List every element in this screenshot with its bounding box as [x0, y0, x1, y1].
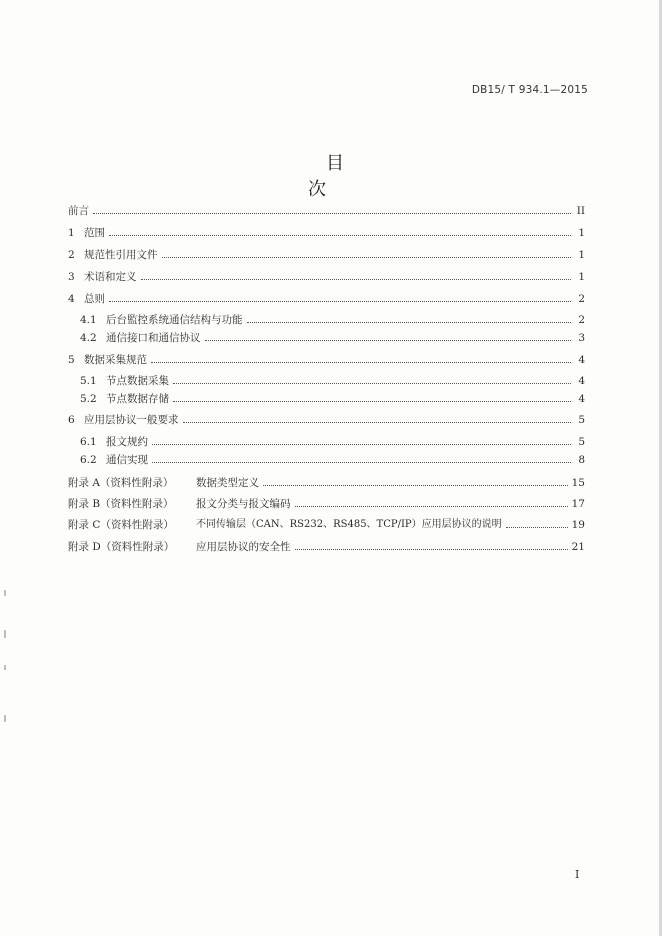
toc-leader [162, 256, 572, 258]
toc-entry-number: 6.2 [80, 454, 97, 466]
toc-entry-5-1[interactable] [80, 374, 585, 388]
scan-speck [4, 665, 6, 670]
toc-annex-heading: 附录 C（资料性附录） [68, 519, 174, 531]
toc-entry-label: 总则 [84, 293, 105, 305]
toc-entry-6[interactable] [68, 413, 585, 427]
toc-leader [109, 234, 571, 236]
toc-leader [263, 484, 568, 486]
toc-entry-page: 17 [571, 498, 585, 510]
toc-entry-page: 3 [578, 332, 585, 344]
toc-entry-page: 1 [578, 227, 585, 239]
toc-entry-label: 数据类型定义 [196, 477, 259, 489]
toc-entry-page: 5 [578, 436, 585, 448]
toc-entry-annex-b[interactable] [68, 497, 585, 511]
toc-entry-4[interactable] [68, 292, 585, 306]
toc-leader [205, 339, 572, 341]
toc-entry-page: 1 [578, 271, 585, 283]
toc-entry-page: 4 [578, 375, 585, 387]
toc-entry-page: 5 [578, 414, 585, 426]
toc-entry-label: 不同传输层（CAN、RS232、RS485、TCP/IP）应用层协议的说明 [196, 519, 502, 530]
toc-entry-2[interactable] [68, 248, 585, 262]
toc-entry-label: 应用层协议一般要求 [84, 414, 179, 426]
toc-entry-page: 8 [578, 454, 585, 466]
toc-entry-number: 5 [68, 354, 75, 366]
toc-entry-annex-c[interactable] [68, 518, 585, 532]
toc-leader [151, 361, 571, 363]
toc-entry-page: 15 [571, 477, 585, 489]
toc-entry-page: II [576, 205, 585, 217]
toc-leader [93, 212, 571, 214]
toc-entry-number: 5.2 [80, 393, 97, 405]
toc-entry-label: 通信接口和通信协议 [106, 332, 201, 344]
toc-entry-label: 节点数据存储 [106, 393, 169, 405]
toc-leader [247, 321, 572, 323]
toc-leader [506, 526, 568, 528]
toc-entry-label: 节点数据采集 [106, 375, 169, 387]
toc-entry-label: 报文分类与报文编码 [196, 498, 291, 510]
page-number: I [575, 868, 580, 881]
toc-leader [152, 443, 571, 445]
toc-title: 目 次 [308, 153, 380, 200]
toc-entry-annex-a[interactable] [68, 476, 585, 490]
toc-annex-heading: 附录 D（资料性附录） [68, 541, 175, 553]
toc-entry-3[interactable] [68, 270, 585, 284]
toc-entry-number: 6.1 [80, 436, 97, 448]
toc-entry-label: 数据采集规范 [84, 354, 147, 366]
toc-entry-number: 3 [68, 271, 75, 283]
toc-leader [173, 400, 571, 402]
toc-entry-4-2[interactable] [80, 331, 585, 345]
toc-entry-label: 通信实现 [106, 454, 148, 466]
toc-entry-label: 后台監控系统通信结构与功能 [106, 314, 243, 326]
scan-speck [4, 715, 6, 722]
toc-entry-number: 2 [68, 249, 75, 261]
toc-entry-6-2[interactable] [80, 453, 585, 467]
toc-entry-5[interactable] [68, 353, 585, 367]
toc-entry-label: 范围 [84, 227, 105, 239]
toc-entry-annex-d[interactable] [68, 540, 585, 554]
toc-leader [183, 421, 572, 423]
toc-entry-page: 19 [571, 519, 585, 531]
toc-entry-number: 4 [68, 293, 75, 305]
toc-annex-heading: 附录 B（资料性附录） [68, 498, 174, 510]
toc-entry-5-2[interactable] [80, 392, 585, 406]
toc-entry-page: 1 [578, 249, 585, 261]
toc-entry-number: 4.2 [80, 332, 97, 344]
toc-entry-number: 6 [68, 414, 75, 426]
toc-entry-page: 21 [571, 541, 585, 553]
toc-entry-label: 应用层协议的安全性 [196, 541, 291, 553]
toc-entry-page: 4 [578, 354, 585, 366]
document-code: DB15/ T 934.1—2015 [471, 84, 588, 96]
toc-entry-1[interactable] [68, 226, 585, 240]
toc-entry-page: 2 [578, 293, 585, 305]
toc-entry-number: 5.1 [80, 375, 97, 387]
scan-speck [4, 630, 6, 638]
toc-leader [141, 278, 572, 280]
toc-entry-6-1[interactable] [80, 435, 585, 449]
toc-entry-page: 2 [578, 314, 585, 326]
toc-annex-heading: 附录 A（资料性附录） [68, 477, 174, 489]
toc-leader [173, 382, 571, 384]
scan-speck [4, 590, 6, 596]
toc-leader [295, 505, 568, 507]
toc-entry-number: 4.1 [80, 314, 97, 326]
toc-leader [109, 300, 571, 302]
toc-entry-4-1[interactable] [80, 313, 585, 327]
toc-entry-label: 术语和定义 [84, 271, 137, 283]
toc-leader [152, 461, 571, 463]
toc-entry-page: 4 [578, 393, 585, 405]
toc-entry-label: 前言 [68, 205, 89, 217]
toc-leader [295, 548, 568, 550]
toc-entry-foreword[interactable] [68, 204, 585, 218]
toc-entry-number: 1 [68, 227, 75, 239]
toc-entry-label: 报文规约 [106, 436, 148, 448]
toc-entry-label: 规范性引用文件 [84, 249, 158, 261]
